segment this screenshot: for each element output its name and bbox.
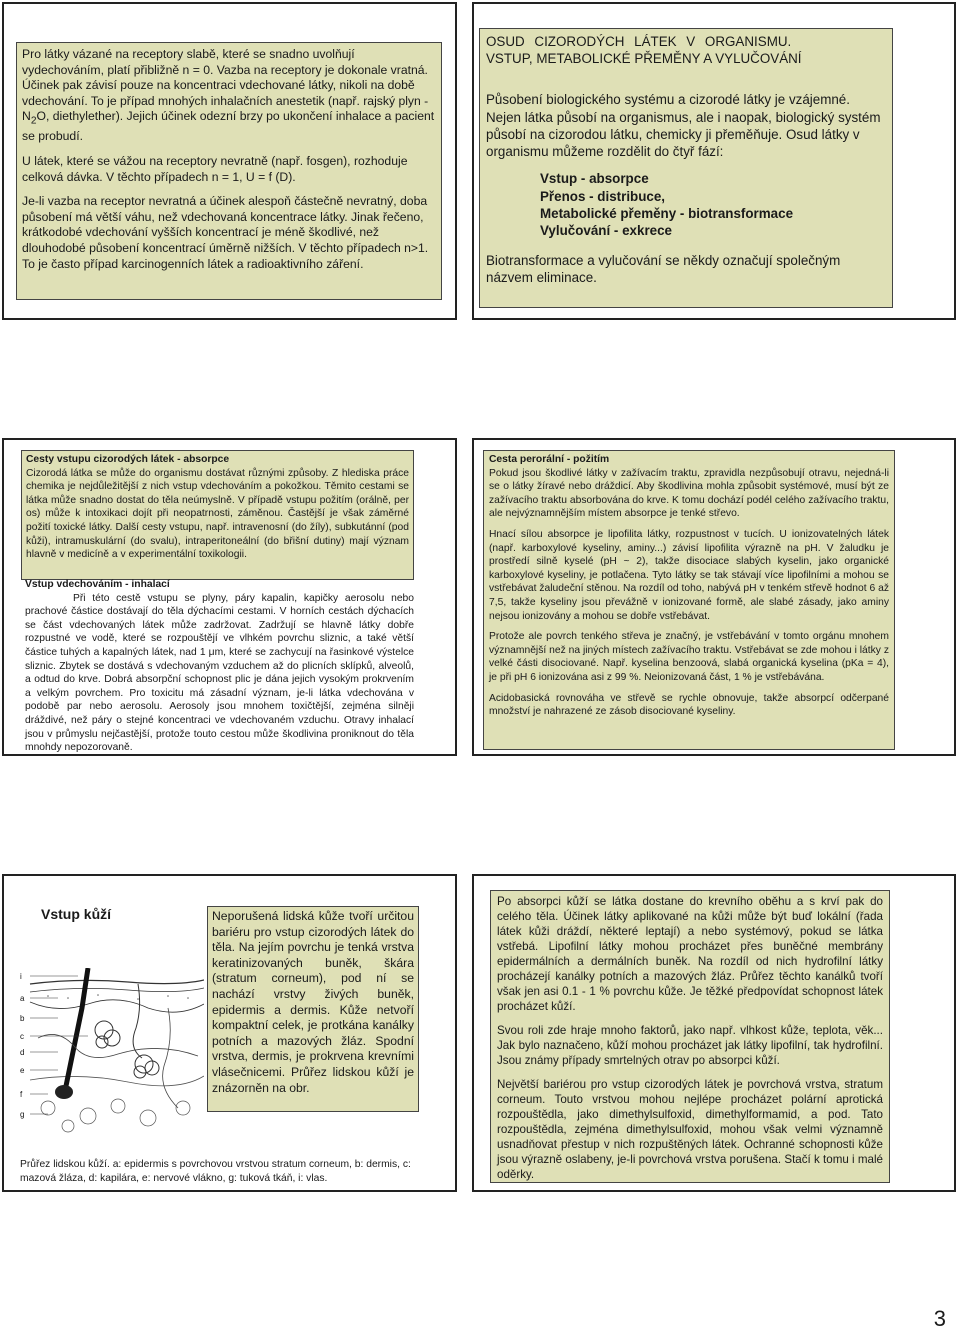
fate-para-2: Biotransformace a vylučování se někdy označují společným názvem eliminace. [486,252,841,286]
receptor-para-1: Pro látky vázané na receptory slabě, které se snadno uvolňují vydechováním, platí přibližně n = 0. Vazba na receptory je dokonale vratná. Účinek pak závisí pouze na koncentraci vdechované látky, nikoli na době vdechování. To je případ mnohých inhalačních anestetik (např. rajský plyn - $N_2O$, diethylether). Jejich účinek odezní brzy po ukončení inhalace a pacient se probudí. [22,47,435,144]
fate-textbox [479,28,893,308]
slide-fate-of-substances [472,2,956,320]
fate-phases-list [486,170,886,240]
slide-receptor-binding [2,2,457,320]
receptor-para-2: U látek, které se vážou na receptory nevratně (např. fosgen), rozhoduje celková dávka. V těchto případech n = 1, U = f (D). [22,154,408,184]
absorption-para: Cizorodá látka se může do organismu dostávat různými způsoby. Z hlediska práce chemika je nejdůležitější z nich vstup vdechováním a pokožkou. Těmito cestami se látka může snadno dostat do těla neúmyslně. V případě vstupu požitím (orálně, per os) může k intoxikaci dojít při neopatrnosti, záměnou. Častější je však záměrné požití toxické látky. Další cesty vstupu, např. intravenosní (do žíly), subkutánní (pod kůži), intramuskulární (do svalu), intraperitoneální (do břišní dutiny) mají význam hlavně v medicíně a v experimentální toxikologii. [26,467,409,561]
figure-label-e: e [20,1066,25,1075]
fate-title-line2: VSTUP, METABOLICKÉ PŘEMĚNY A VYLUČOVÁNÍ [486,51,802,67]
skin-figure-caption: Průřez lidskou kůží. a: epidermis s povrchovou vrstvou stratum corneum, b: dermis, c: mazová žláza, d: kapilára, e: nervové vlákno, g: tuková tkáň, i: vlas. [20,1159,411,1184]
oral-title: Cesta perorální - požitím [489,454,610,465]
figure-label-d: d [20,1048,25,1057]
page-number: 3 [933,1306,946,1331]
skin-para: Neporušená lidská kůže tvoří určitou bariéru pro vstup cizorodých látek do těla. Na jejím povrchu je tenká vrstva keratinizovaných buněk, škára (stratum corneum), pod ní se nachází vrstvy živých buněk, epidermis a dermis. Kůže netvoří kompaktní celek, je protkána kanálky potních a mazových žláz. Spodní vrstva, dermis, je prokrvena krevními vlásečnicemi. Průřez lidskou kůží je znázorněn na obr. [212,909,414,1095]
figure-label-a: a [20,994,25,1003]
figure-label-g: g [20,1110,25,1119]
skin-absorption-textbox [490,890,890,1183]
receptor-para-3: Je-li vazba na receptor nevratná a účinek alespoň částečně nevratný, doba působení má větší váhu, než vdechovaná koncentrace látky. Jinak řečeno, krátkodobé vdechování vyšších koncentrací je méně škodlivé, než dlouhodobé působení koncentrací úměrně nižších. V těchto případech n>1. To je často případ karcinogenních látek a radioaktivního záření. [22,194,429,271]
fate-para-1: Působení biologického systému a cizorodé látky je vzájemné. Nejen látka působí na organismus, ale i naopak, biologický systém působí na cizorodou látku, chemicky ji přeměňuje. Osud látky v organismu můžeme rozdělit do čtyř fází: [486,92,881,160]
figure-label-f: f [20,1090,23,1099]
figure-label-b: b [20,1014,25,1023]
skin-textbox [207,906,419,1112]
figure-label-i: i [20,972,22,981]
oral-para-4: Acidobasická rovnováha ve střevě se rychle obnovuje, takže absorpcí odčerpané množství je nahrazené ze zásob disociované kyseliny. [489,692,889,718]
oral-para-3: Protože ale povrch tenkého střeva je značný, je vstřebávání v tomto orgánu mnohem významnější než na jiných místech zažívacího traktu. Vstřebávat se zde mohou i látky z velké části disociované. Např. kyselina benzoová, slabá organická kyselina (pKa = 4), je při pH 6 ionizována asi z 99 %. Neionizovaná část, 1 % je vstřebávána. [489,631,889,683]
slide-skin-entry [2,874,457,1192]
inhalation-para: Při této cestě vstupu se plyny, páry kapalin, kapičky aerosolu nebo prachové částice dostávají do těla dýchacími cestami. V horních cestách dýchacích se část vdechovaných látek může zadržovat. Zadržují se hlavně látky dobře rozpustné ve vodě, které se rozpouštějí ve vlhkém povrchu sliznic, a také větší částice tuhých a kapalných látek, nad 1 μm, které se zachycují na řasinkové výstelce sliznic. Zbytek se dostává s vdechovaným vzduchem až do plicních sklípků, alveolů, a odtud do krve. Dobrá absorpční schopnost plic je dána jejich vysokým prokrvením a velkým povrchem. Pro toxicitu má zásadní význam, je-li látka vdechována v podobě par nebo aerosolu. Aerosoly jsou mnohem toxičtější, zejména silněji dráždivé, než páry o stejné koncentraci ve vdechovaném vzduchu. Otravy inhalací jsou v průmyslu nejčastější, protože touto cestou může škodlivina proniknout do těla mnohdy nepozorovaně. [25,592,414,754]
slide-skin-absorption [472,874,956,1192]
skin-absorption-para-1: Po absorpci kůží se látka dostane do krevního oběhu a s krví pak do celého těla. Účinek látky aplikované na kůži může být buď lokální (řada látek kůži dráždí, některé leptají) a nebo systémový, pokud se látka vstřebá. Lipofilní látky mohou procházet přes buněčné membrány epidermálních a dermálních buněk. Na rozdíl od nich hydrofilní látky procházejí kanálky potních a mazových žláz. Průřez těchto kanálků tvoří však jen asi 0.1 - 1 % povrchu kůže. Je těžké předpovídat schopnost látek procházet kůží. [497,895,883,1013]
inhalation-text [25,578,414,755]
slide-absorption-routes [2,438,457,756]
oral-textbox [483,450,895,750]
receptor-binding-textbox [16,42,442,300]
phase-distribution: Přenos - distribuce, [540,188,666,204]
absorption-title: Cesty vstupu cizorodých látek - absorpce [26,454,230,465]
oral-para-2: Hnací sílou absorpce je lipofilita látky, rozpustnost v tucích. U ionizovatelných látek (např. karboxylové kyseliny, aminy...) závisí lipofilita výrazně na pH. V žaludku je prostředí silně kyselé (pH ~ 2), takže disociace slabých kyselin, jako organické karboxylové kyseliny, je potlačena. Tyto látky se tak stávají více lipofilními a mohou se vstřebávat žaludeční stěnou. Na rozdíl od toho, nabývá pH v tenkém střevě hodnot 6 až 7,5, takže kyseliny jsou převážně v ionizované formě, ale slabé zásady, jako aminy nejsou ionizovány a mohou se dobře vstřebávat. [489,528,889,622]
slide-oral-route [472,438,956,756]
fate-title-line1: OSUD CIZORODÝCH LÁTEK V ORGANISMU. [486,34,792,49]
phase-absorption: Vstup - absorpce [540,171,649,187]
skin-cross-section-figure [18,968,204,1136]
oral-para-1: Pokud jsou škodlivé látky v zažívacím traktu, zpravidla nezpůsobují otravu, nejedná-li se o látky žíravé nebo dráždicí. Aby škodlivina mohla způsobit systémové, musí být ze zažívacího traktu absorbována do krve. K tomu dochází podél celého zažívacího traktu, ale nejvýznamnějším místem absorpce je tenké střevo. [489,467,889,520]
absorption-textbox [21,450,414,580]
phase-biotransformation: Metabolické přeměny - biotransformace [540,206,794,222]
skin-absorption-para-3: Největší bariérou pro vstup cizorodých látek je povrchová vrstva, stratum corneum. Touto vrstvou mohou nejlépe procházet polární aprotická rozpouštědla, jako dimethylsulfoxid, dimethylformamid, a pod. Tato rozpouštědla, zejména dimethylsulfoxid, mohou však velmi významně usnadňovat přestup v nich rozpuštěných látek. Ochranné schopnosti kůže jsou výrazně oslabeny, je-li povrchová vrstva porušena. Stačí k tomu i malé oděrky. [497,1078,883,1181]
skin-title: Vstup kůží [41,906,112,922]
inhalation-title: Vstup vdechováním - inhalací [25,579,170,590]
figure-label-c: c [20,1032,24,1041]
phase-excretion: Vylučování - exkrece [540,223,672,239]
skin-absorption-para-2: Svou roli zde hraje mnoho faktorů, jako např. vlhkost kůže, teplota, věk... Jak bylo naznačeno, kůží mohou procházet jak látky lipofilní, tak hydrofilní. Jsou známy případy smrtelných otrav po absorpci kůží. [497,1024,883,1067]
